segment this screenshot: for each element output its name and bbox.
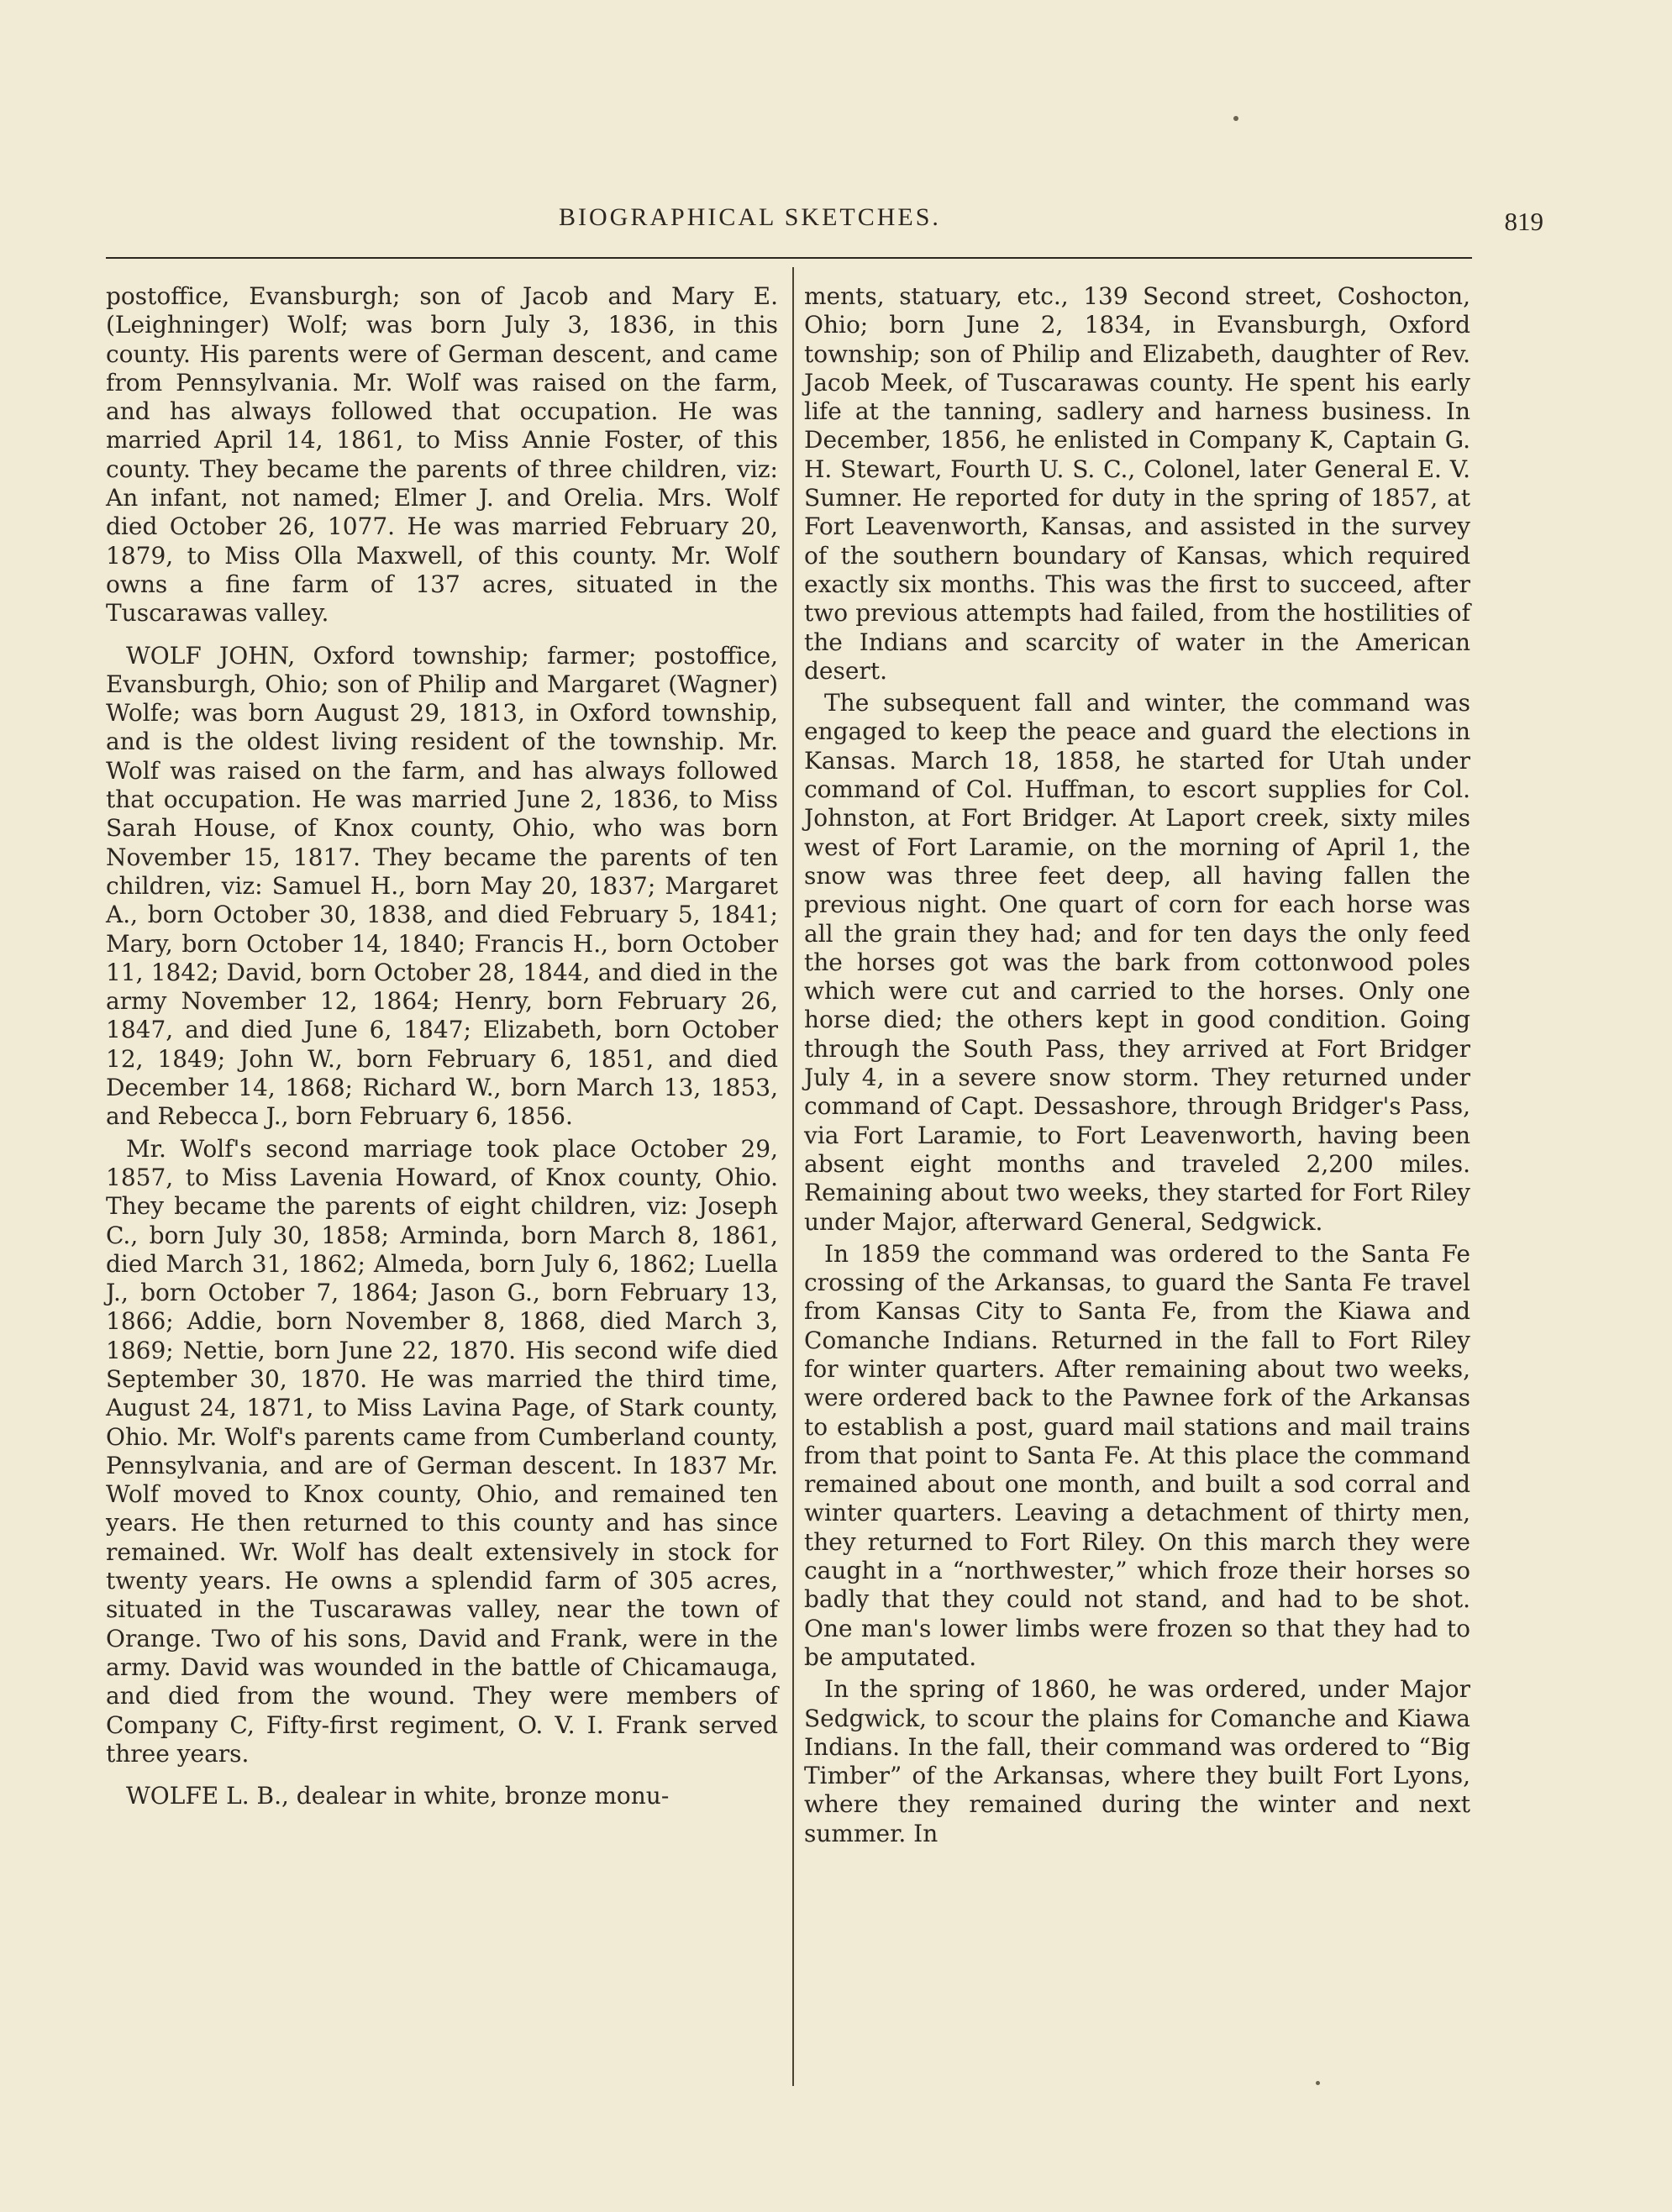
header-rule [106,257,1472,259]
right-column [804,282,1470,1848]
ink-speck [1316,2081,1320,2085]
paragraph: In the spring of 1860, he was ordered, under Major Sedgwick, to scour the plains for Comanche and Kiawa Indians. In the fall, their command was ordered to “Big Timber” of the Arkansas, where they built Fort Lyons, where they remained during the winter and next summer. In [804,1675,1470,1847]
ink-speck [1233,116,1238,121]
paragraph: ments, statuary, etc., 139 Second street, Coshocton, Ohio; born June 2, 1834, in Evansburgh, Oxford township; son of Philip and Elizabeth, daughter of Rev. Jacob Meek, of Tuscarawas county. He spent his early life at the tanning, sadlery and harness business. In December, 1856, he enlisted in Company K, Captain G. H. Stewart, Fourth U. S. C., Colonel, later General E. V. Sumner. He reported for duty in the spring of 1857, at Fort Leavenworth, Kansas, and assisted in the survey of the southern boundary of Kansas, which required exactly six months. This was the first to succeed, after two previous attempts had failed, from the hostilities of the Indians and scarcity of water in the American desert. [804,282,1470,685]
paragraph: Mr. Wolf's second marriage took place October 29, 1857, to Miss Lavenia Howard, of Knox county, Ohio. They became the parents of eight children, viz: Joseph C., born July 30, 1858; Arminda, born March 8, 1861, died March 31, 1862; Almeda, born July 6, 1862; Luella J., born October 7, 1864; Jason G., born February 13, 1866; Addie, born November 8, 1868, died March 3, 1869; Nettie, born June 22, 1870. His second wife died September 30, 1870. He was married the third time, August 24, 1871, to Miss Lavina Page, of Stark county, Ohio. Mr. Wolf's parents came from Cumberland county, Pennsylvania, and are of German descent. In 1837 Mr. Wolf moved to Knox county, Ohio, and remained ten years. He then returned to this county and has since remained. Wr. Wolf has dealt extensively in stock for twenty years. He owns a splendid farm of 305 acres, situated in the Tuscarawas valley, near the town of Orange. Two of his sons, David and Frank, were in the army. David was wounded in the battle of Chicamauga, and died from the wound. They were members of Company C, Fifty-first regiment, O. V. I. Frank served three years. [106,1134,778,1768]
column-divider [792,267,794,2086]
paragraph: postoffice, Evansburgh; son of Jacob and Mary E. (Leighninger) Wolf; was born July 3, 1836, in this county. His parents were of German descent, and came from Pennsylvania. Mr. Wolf was raised on the farm, and has always followed that occupation. He was married April 14, 1861, to Miss Annie Foster, of this county. They became the parents of three children, viz: An infant, not named; Elmer J. and Orelia. Mrs. Wolf died October 26, 1077. He was married February 20, 1879, to Miss Olla Maxwell, of this county. Mr. Wolf owns a fine farm of 137 acres, situated in the Tuscarawas valley. [106,282,778,628]
page-header [101,203,1543,254]
paragraph: In 1859 the command was ordered to the Santa Fe crossing of the Arkansas, to guard the Santa Fe travel from Kansas City to Santa Fe, from the Kiawa and Comanche Indians. Returned in the fall to Fort Riley for winter quarters. After remaining about two weeks, were ordered back to the Pawnee fork of the Arkansas to establish a post, guard mail stations and mail trains from that point to Santa Fe. At this place the command remained about one month, and built a sod corral and winter quarters. Leaving a detachment of thirty men, they returned to Fort Riley. On this march they were caught in a “northwester,” which froze their horses so badly that they could not stand, and had to be shot. One man's lower limbs were frozen so that they had to be amputated. [804,1239,1470,1671]
page-number: 819 [1504,207,1543,236]
biography-entry-wolf-john: WOLF JOHN, Oxford township; farmer; postoffice, Evansburgh, Ohio; son of Philip and Margaret (Wagner) Wolfe; was born August 29, 1813, in Oxford township, and is the oldest living resident of the township. Mr. Wolf was raised on the farm, and has always followed that occupation. He was married June 2, 1836, to Miss Sarah House, of Knox county, Ohio, who was born November 15, 1817. They became the parents of ten children, viz: Samuel H., born May 20, 1837; Margaret A., born October 30, 1838, and died February 5, 1841; Mary, born October 14, 1840; Francis H., born October 11, 1842; David, born October 28, 1844, and died in the army November 12, 1864; Henry, born February 26, 1847, and died June 6, 1847; Elizabeth, born October 12, 1849; John W., born February 6, 1851, and died December 14, 1868; Richard W., born March 13, 1853, and Rebecca J., born February 6, 1856. [106,641,778,1131]
paragraph: The subsequent fall and winter, the command was engaged to keep the peace and guard the elections in Kansas. March 18, 1858, he started for Utah under command of Col. Huffman, to escort supplies for Col. Johnston, at Fort Bridger. At Laport creek, sixty miles west of Fort Laramie, on the morning of April 1, the snow was three feet deep, all having fallen the previous night. One quart of corn for each horse was all the grain they had; and for ten days the only feed the horses got was the bark from cottonwood poles which were cut and carried to the horses. Only one horse died; the others kept in good condition. Going through the South Pass, they arrived at Fort Bridger July 4, in a severe snow storm. They returned under command of Capt. Dessashore, through Bridger's Pass, via Fort Laramie, to Fort Leavenworth, having been absent eight months and traveled 2,200 miles. Remaining about two weeks, they started for Fort Riley under Major, afterward General, Sedgwick. [804,689,1470,1236]
running-title: BIOGRAPHICAL SKETCHES. [559,203,941,231]
left-column [106,282,778,1810]
biography-entry-wolfe-lb: WOLFE L. B., dealear in white, bronze monu- [126,1782,670,1810]
